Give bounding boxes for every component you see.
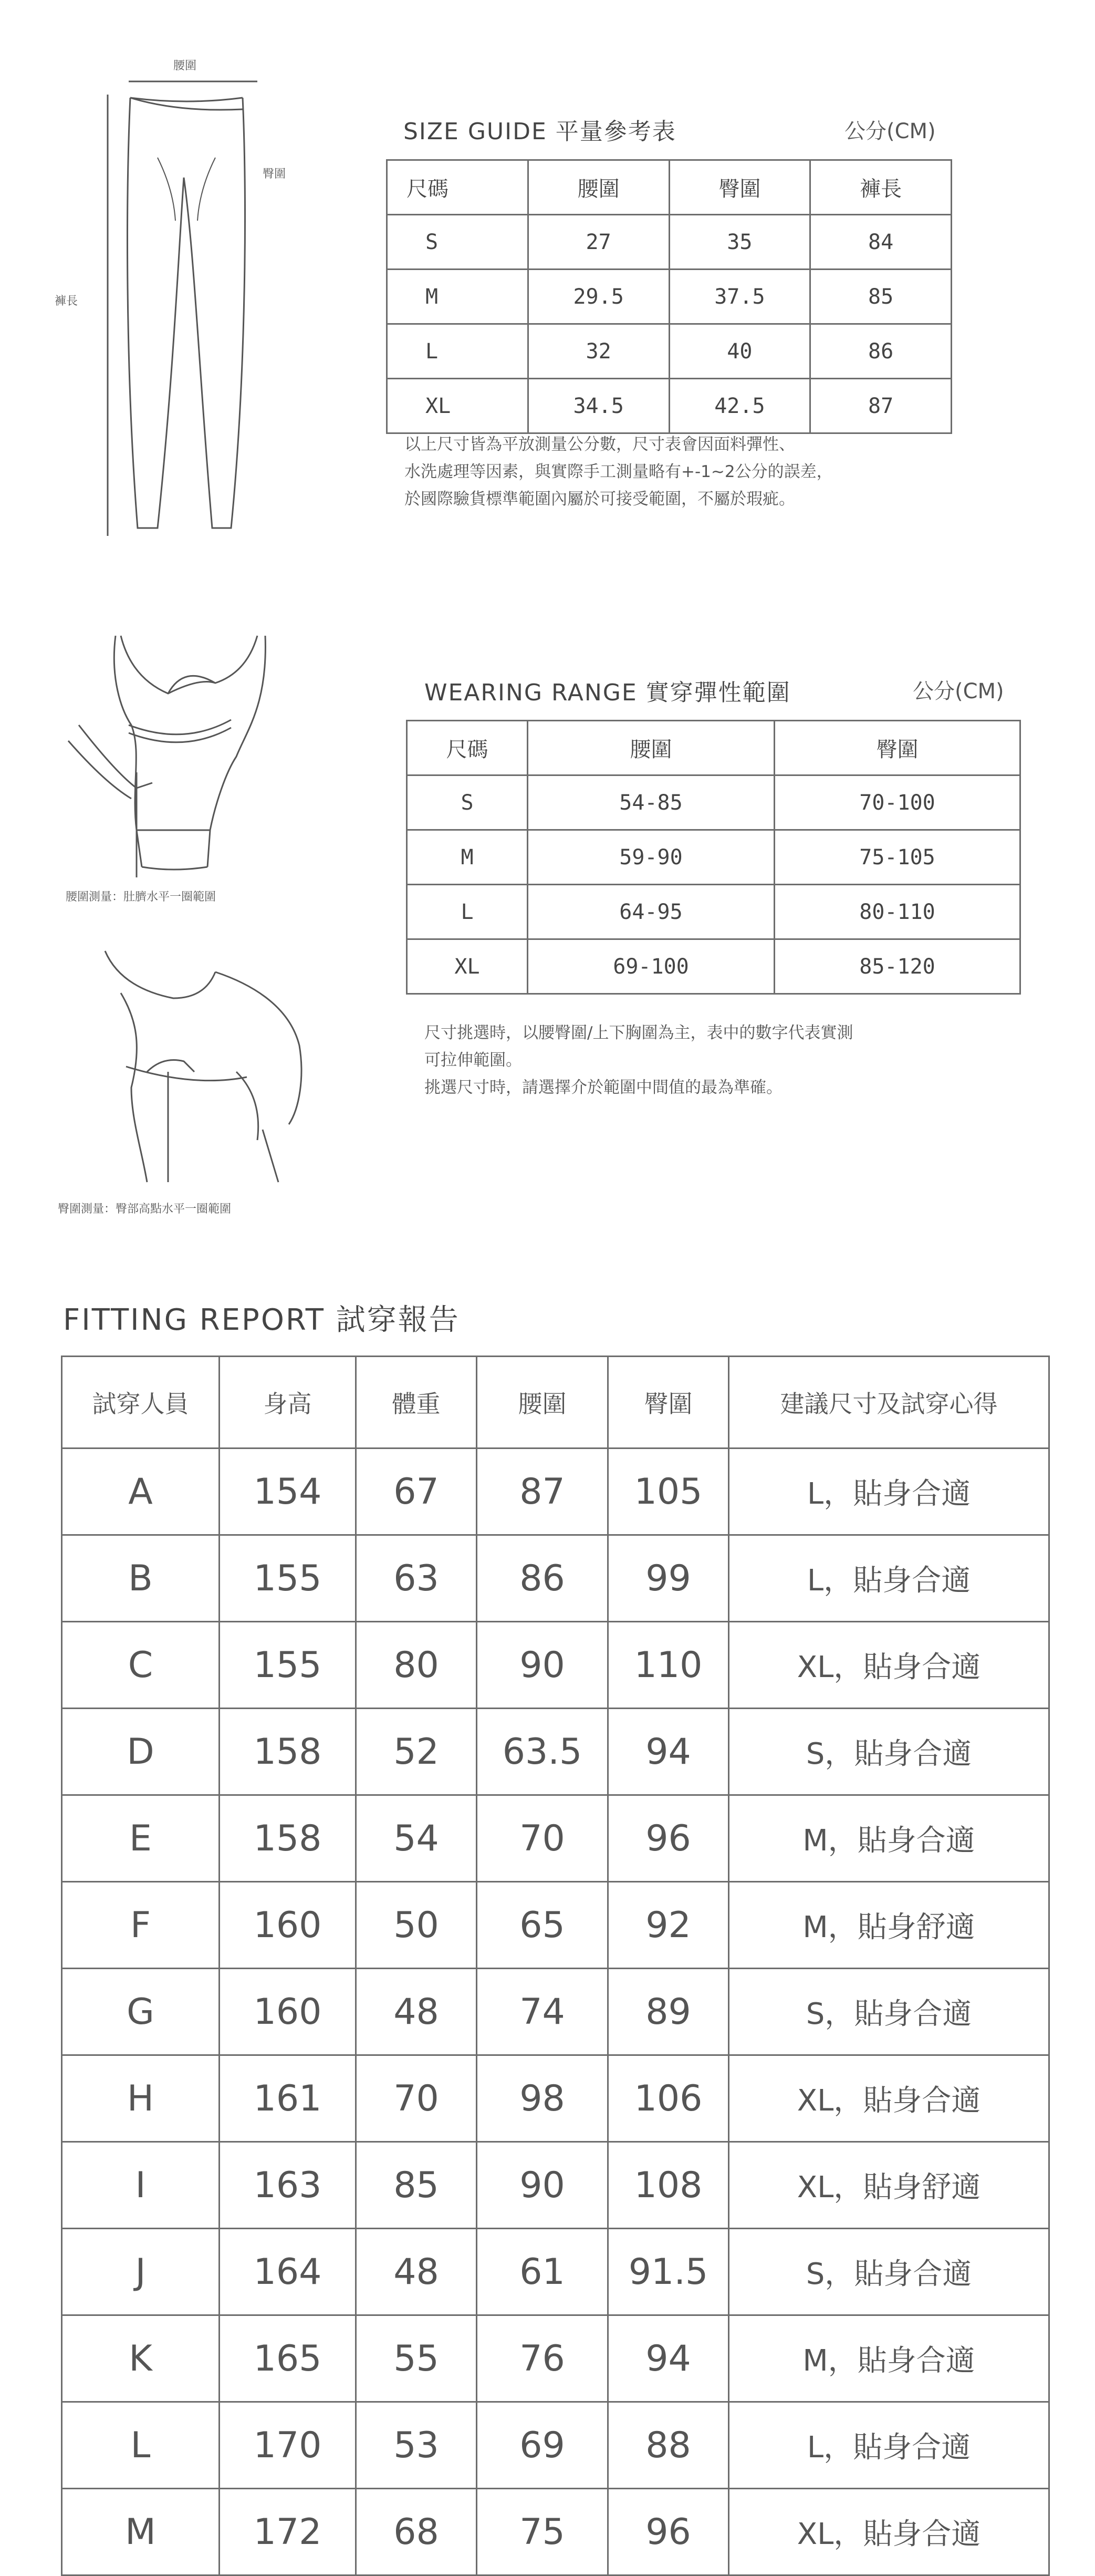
- table-cell: S，貼身合適: [729, 2229, 1049, 2315]
- table-cell: 42.5: [669, 379, 810, 433]
- waist-measure-caption: 腰圍測量：肚臍水平一圈範圍: [66, 891, 216, 904]
- table-cell: L，貼身合適: [729, 2402, 1049, 2489]
- wearing-range-note: [424, 1019, 853, 1101]
- table-cell: 170: [220, 2402, 356, 2489]
- table-cell: 75-105: [775, 830, 1020, 885]
- table-cell: XL，貼身舒適: [729, 2142, 1049, 2229]
- table-cell: 163: [220, 2142, 356, 2229]
- table-cell: 75: [477, 2489, 608, 2575]
- table-cell: I: [62, 2142, 220, 2229]
- waist-measure-illustration: [58, 615, 331, 888]
- table-row: [62, 2315, 1049, 2402]
- table-row: [62, 2489, 1049, 2575]
- fitting-report-title: FITTING REPORT 試穿報告: [63, 1303, 460, 1337]
- table-cell: A: [62, 1449, 220, 1535]
- table-cell: 108: [608, 2142, 729, 2229]
- table-cell: 160: [220, 1969, 356, 2055]
- table-header-row: [407, 721, 1020, 775]
- table-cell: 50: [356, 1882, 477, 1969]
- table-cell: C: [62, 1622, 220, 1709]
- hip-label: 臀圍: [263, 168, 286, 181]
- header-cell: 建議尺寸及試穿心得: [729, 1357, 1049, 1449]
- header-cell: 尺碼: [387, 160, 528, 215]
- table-cell: 85-120: [775, 939, 1020, 994]
- table-cell: 99: [608, 1535, 729, 1622]
- header-cell: 腰圍: [477, 1357, 608, 1449]
- table-cell: 48: [356, 1969, 477, 2055]
- table-cell: M，貼身合適: [729, 1795, 1049, 1882]
- table-cell: B: [62, 1535, 220, 1622]
- table-cell: G: [62, 1969, 220, 2055]
- table-cell: F: [62, 1882, 220, 1969]
- table-row: [62, 2142, 1049, 2229]
- table-cell: 69-100: [528, 939, 775, 994]
- header-cell: 臀圍: [669, 160, 810, 215]
- table-cell: 94: [608, 2315, 729, 2402]
- header-cell: 臀圍: [775, 721, 1020, 775]
- table-cell: 90: [477, 1622, 608, 1709]
- table-cell: L: [62, 2402, 220, 2489]
- table-cell: L，貼身合適: [729, 1535, 1049, 1622]
- table-cell: 61: [477, 2229, 608, 2315]
- table-cell: M: [407, 830, 528, 885]
- table-cell: XL: [407, 939, 528, 994]
- hip-measure-illustration: [89, 940, 362, 1187]
- table-cell: 85: [356, 2142, 477, 2229]
- table-row: [62, 2402, 1049, 2489]
- table-cell: 35: [669, 215, 810, 270]
- wearing-range-unit: 公分(CM): [913, 679, 1004, 704]
- table-row: [62, 2055, 1049, 2142]
- table-header-row: [387, 160, 952, 215]
- note-line: 挑選尺寸時，請選擇介於範圍中間值的最為準確。: [424, 1078, 783, 1097]
- waist-label: 腰圍: [173, 59, 197, 73]
- table-cell: 40: [669, 324, 810, 379]
- table-cell: E: [62, 1795, 220, 1882]
- table-cell: L: [387, 324, 528, 379]
- table-cell: S: [407, 775, 528, 830]
- table-row: [62, 2229, 1049, 2315]
- table-cell: 55: [356, 2315, 477, 2402]
- header-cell: 臀圍: [608, 1357, 729, 1449]
- table-cell: M，貼身舒適: [729, 1882, 1049, 1969]
- table-cell: 105: [608, 1449, 729, 1535]
- table-cell: 106: [608, 2055, 729, 2142]
- table-row: [62, 1882, 1049, 1969]
- table-cell: M: [62, 2489, 220, 2575]
- table-cell: 110: [608, 1622, 729, 1709]
- header-cell: 褲長: [810, 160, 952, 215]
- size-guide-note: [404, 431, 833, 513]
- table-cell: L，貼身合適: [729, 1449, 1049, 1535]
- header-cell: 身高: [220, 1357, 356, 1449]
- table-cell: 88: [608, 2402, 729, 2489]
- size-guide-title: SIZE GUIDE 平量參考表: [403, 118, 676, 145]
- table-cell: 27: [528, 215, 669, 270]
- table-cell: 96: [608, 1795, 729, 1882]
- table-cell: S，貼身合適: [729, 1709, 1049, 1795]
- table-row: [62, 1795, 1049, 1882]
- table-cell: 87: [810, 379, 952, 433]
- table-row: [407, 939, 1020, 994]
- table-cell: 32: [528, 324, 669, 379]
- table-cell: XL，貼身合適: [729, 2055, 1049, 2142]
- table-cell: 165: [220, 2315, 356, 2402]
- leggings-illustration: [0, 0, 368, 578]
- note-line: 於國際驗貨標準範圍內屬於可接受範圍，不屬於瑕疵。: [404, 490, 795, 509]
- table-cell: 70: [356, 2055, 477, 2142]
- table-cell: 84: [810, 215, 952, 270]
- note-line: 以上尺寸皆為平放測量公分數，尺寸表會因面料彈性、: [404, 435, 795, 454]
- table-cell: D: [62, 1709, 220, 1795]
- table-cell: 59-90: [528, 830, 775, 885]
- table-cell: 158: [220, 1709, 356, 1795]
- table-cell: 76: [477, 2315, 608, 2402]
- table-cell: XL，貼身合適: [729, 1622, 1049, 1709]
- table-cell: 37.5: [669, 270, 810, 324]
- header-cell: 試穿人員: [62, 1357, 220, 1449]
- table-cell: L: [407, 885, 528, 939]
- table-cell: 90: [477, 2142, 608, 2229]
- leggings-diagram: [0, 0, 368, 578]
- table-cell: 164: [220, 2229, 356, 2315]
- table-cell: 158: [220, 1795, 356, 1882]
- header-cell: 腰圍: [528, 160, 669, 215]
- wearing-range-title: WEARING RANGE 實穿彈性範圍: [424, 679, 791, 706]
- header-cell: 尺碼: [407, 721, 528, 775]
- table-row: [62, 1535, 1049, 1622]
- size-guide-unit: 公分(CM): [844, 119, 936, 143]
- note-line: 水洗處理等因素，與實際手工測量略有+-1~2公分的誤差，: [404, 462, 833, 481]
- wearing-range-table: [406, 720, 1021, 995]
- table-cell: 29.5: [528, 270, 669, 324]
- table-cell: 63: [356, 1535, 477, 1622]
- table-cell: 155: [220, 1622, 356, 1709]
- fitting-report-table: [61, 1356, 1050, 2576]
- table-row: [62, 1709, 1049, 1795]
- table-cell: 91.5: [608, 2229, 729, 2315]
- size-guide-table: [386, 159, 952, 434]
- table-cell: 48: [356, 2229, 477, 2315]
- table-cell: J: [62, 2229, 220, 2315]
- table-cell: 54: [356, 1795, 477, 1882]
- table-cell: 80-110: [775, 885, 1020, 939]
- table-row: [62, 1969, 1049, 2055]
- table-row: [62, 1622, 1049, 1709]
- table-cell: 74: [477, 1969, 608, 2055]
- table-cell: 65: [477, 1882, 608, 1969]
- header-cell: 體重: [356, 1357, 477, 1449]
- table-cell: 89: [608, 1969, 729, 2055]
- table-cell: 63.5: [477, 1709, 608, 1795]
- table-cell: 87: [477, 1449, 608, 1535]
- table-cell: H: [62, 2055, 220, 2142]
- table-cell: XL: [387, 379, 528, 433]
- table-cell: K: [62, 2315, 220, 2402]
- note-line: 可拉伸範圍。: [424, 1051, 522, 1070]
- table-cell: 34.5: [528, 379, 669, 433]
- table-cell: 94: [608, 1709, 729, 1795]
- table-header-row: [62, 1357, 1049, 1449]
- table-cell: 85: [810, 270, 952, 324]
- table-cell: 70-100: [775, 775, 1020, 830]
- table-row: [387, 379, 952, 433]
- table-cell: 155: [220, 1535, 356, 1622]
- table-row: [62, 1449, 1049, 1535]
- table-row: [387, 215, 952, 270]
- table-cell: 64-95: [528, 885, 775, 939]
- hip-measure-caption: 臀圍測量：臀部高點水平一圈範圍: [58, 1203, 232, 1216]
- header-cell: 腰圍: [528, 721, 775, 775]
- length-label: 褲長: [55, 295, 78, 308]
- table-cell: 172: [220, 2489, 356, 2575]
- table-cell: 70: [477, 1795, 608, 1882]
- table-row: [407, 885, 1020, 939]
- table-cell: S: [387, 215, 528, 270]
- table-row: [387, 324, 952, 379]
- table-cell: XL，貼身合適: [729, 2489, 1049, 2575]
- table-row: [387, 270, 952, 324]
- table-cell: 67: [356, 1449, 477, 1535]
- table-cell: 52: [356, 1709, 477, 1795]
- note-line: 尺寸挑選時，以腰臀圍/上下胸圍為主，表中的數字代表實測: [424, 1023, 853, 1042]
- table-cell: 68: [356, 2489, 477, 2575]
- table-cell: 53: [356, 2402, 477, 2489]
- table-cell: 86: [477, 1535, 608, 1622]
- table-cell: 98: [477, 2055, 608, 2142]
- table-cell: 86: [810, 324, 952, 379]
- table-row: [407, 775, 1020, 830]
- table-cell: 160: [220, 1882, 356, 1969]
- table-cell: M，貼身合適: [729, 2315, 1049, 2402]
- table-row: [407, 830, 1020, 885]
- table-cell: 54-85: [528, 775, 775, 830]
- table-cell: 69: [477, 2402, 608, 2489]
- table-cell: 92: [608, 1882, 729, 1969]
- table-cell: M: [387, 270, 528, 324]
- table-cell: 96: [608, 2489, 729, 2575]
- table-cell: 161: [220, 2055, 356, 2142]
- table-cell: S，貼身合適: [729, 1969, 1049, 2055]
- table-cell: 80: [356, 1622, 477, 1709]
- table-cell: 154: [220, 1449, 356, 1535]
